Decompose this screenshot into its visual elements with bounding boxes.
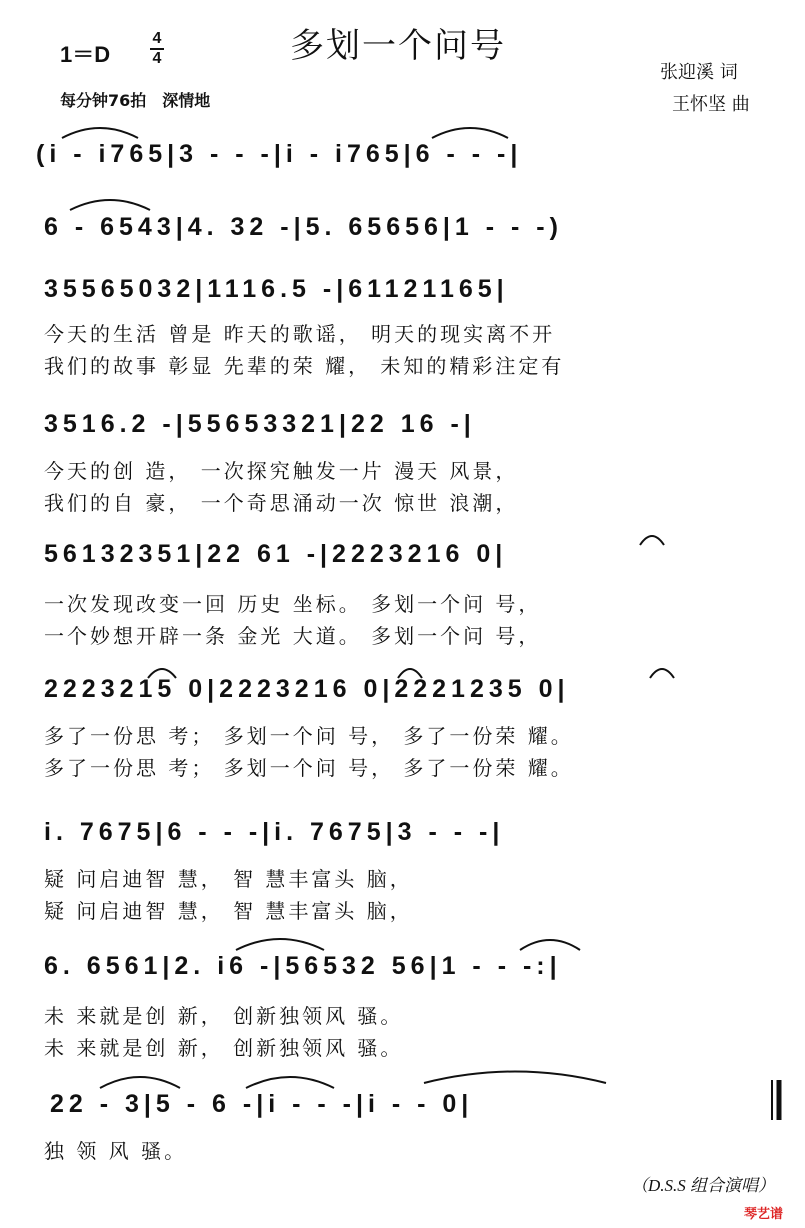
tempo-marking: 每分钟76拍 深情地 [60,91,211,110]
time-signature-top: 4 [152,30,162,47]
lyric-row-6-verse-2: 多了一份思 考； 多划一个问 号， 多了一份荣 耀。 [44,756,574,780]
lyric-row-5-verse-1: 一次发现改变一回 历史 坐标。 多划一个问 号， [44,592,542,616]
key-signature: 1＝D [60,42,111,67]
composer-credit: 王怀坚 曲 [672,94,750,115]
lyric-row-4-verse-2: 我们的自 豪， 一个奇思涌动一次 惊世 浪潮， [44,491,519,515]
slur-mark [70,200,150,210]
slur-mark [424,1072,606,1084]
slur-mark [100,1077,180,1088]
performer-note: （D.S.S 组合演唱） [630,1176,775,1195]
slur-mark [432,128,508,138]
lyric-row-3-verse-2: 我们的故事 彰显 先辈的荣 耀， 未知的精彩注定有 [44,354,565,378]
watermark-logo: 琴艺谱 [743,1207,783,1222]
slur-mark [398,669,422,678]
slur-mark [148,669,176,678]
lyric-row-6-verse-1: 多了一份思 考； 多划一个问 号， 多了一份荣 耀。 [44,724,574,748]
lyric-row-8-verse-1: 未 来就是创 新， 创新独领风 骚。 [44,1004,404,1028]
score-row-4: 3516.2 -|55653321|22 16 -| [44,410,476,438]
lyric-row-7-verse-1: 疑 问启迪智 慧， 智 慧丰富头 脑， [44,867,413,891]
lyric-row-4-verse-1: 今天的创 造， 一次探究触发一片 漫天 风景， [44,459,519,483]
lyricist-credit: 张迎溪 词 [660,62,738,83]
score-row-7: i. 7675|6 - - -|i. 7675|3 - - -| [44,818,505,846]
song-title: 多划一个问号 [290,26,506,66]
slur-mark [640,536,664,545]
score-row-6: 2223215 0|2223216 0|2221235 0| [44,675,570,703]
score-row-2: 6 - 6543|4. 32 -|5. 65656|1 - - -) [44,213,563,241]
slur-mark [650,669,674,678]
lyric-row-8-verse-2: 未 来就是创 新， 创新独领风 骚。 [44,1036,404,1060]
lyric-row-9-verse-1: 独 领 风 骚。 [44,1139,188,1163]
lyric-row-5-verse-2: 一个妙想开辟一条 金光 大道。 多划一个问 号， [44,624,542,648]
score-row-9: 22 - 3|5 - 6 -|i - - -|i - - 0| [50,1090,474,1118]
slur-mark [62,128,138,138]
score-row-1: (i - i765|3 - - -|i - i765|6 - - -| [36,140,523,168]
slur-mark [236,939,324,950]
lyric-row-3-verse-1: 今天的生活 曾是 昨天的歌谣， 明天的现实离不开 [44,322,556,346]
slur-mark [246,1077,334,1088]
score-row-8: 6. 6561|2. i6 -|56532 56|1 - - -:| [44,952,562,980]
time-signature-bottom: 4 [152,50,162,67]
score-row-5: 56132351|22 61 -|2223216 0| [44,540,508,568]
slur-mark [520,940,580,950]
score-row-3: 35565032|1116.5 -|61121165| [44,275,509,303]
lyric-row-7-verse-2: 疑 问启迪智 慧， 智 慧丰富头 脑， [44,899,413,923]
